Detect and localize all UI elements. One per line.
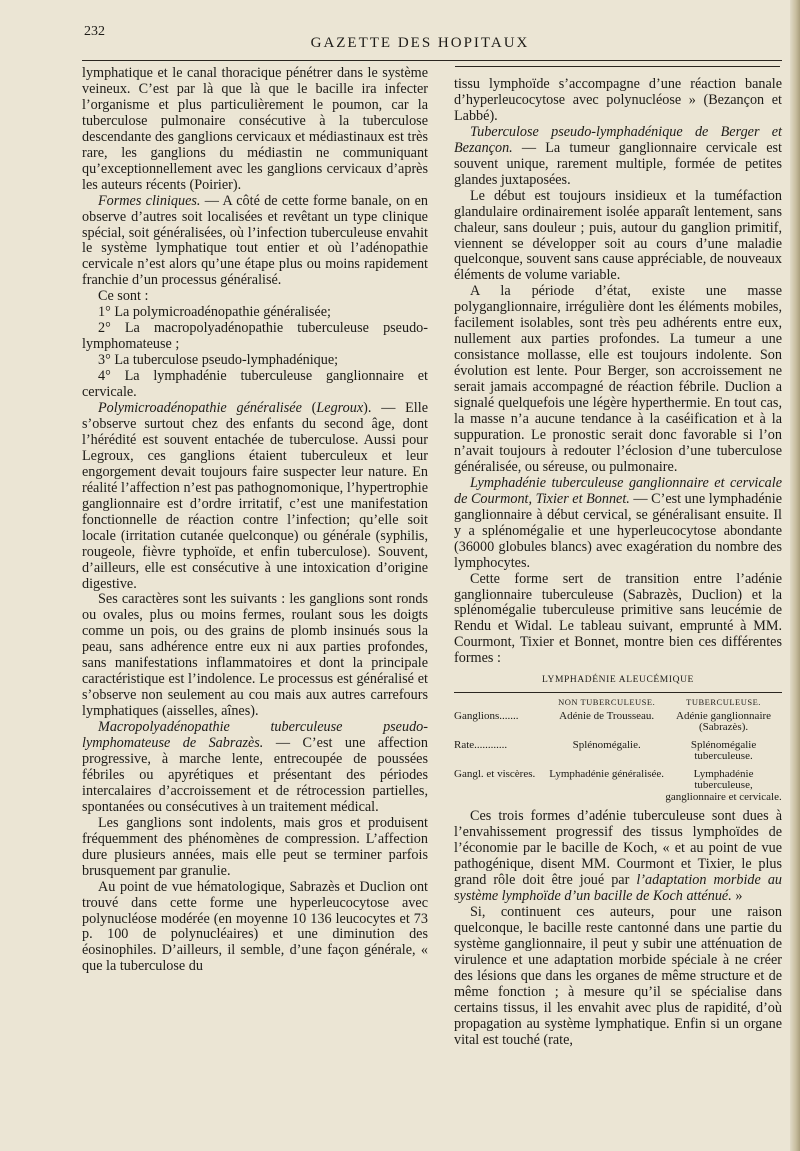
table-row-label: Rate............ [454,738,508,751]
table-col-header: TUBERCULEUSE. [686,697,761,708]
paragraph: Le début est toujours insidieux et la tuméfaction glandulaire ordinairement isolée apparaît lentement, sans chaleur, sans douleur ; puis, autour du ganglion primitif, viennent se développer soit au cours d’une maladie quelconque, souvent sans cause appréciable, de nouveaux éléments de volume variable. [454,187,782,284]
paragraph: lymphatique et le canal thoracique pénétrer dans le système veineux. C’est par là que là que le bacille ira infecter l’organisme et plus particulièrement le poumon, car la tuberculose pulmonaire consécutive à la tuberculose descendante des ganglions cervicaux et médiastinaux est très rare, les ganglions du médiastin ne communiquant qu’exceptionnellement avec les ganglions cervicaux d’après les auteurs récents (Poirier). [82,65,428,193]
table-row-label: Ganglions....... [454,709,519,722]
quote-italic: l’adaptation morbide au système lymphoïde d’un bacille de Koch atténué. [454,872,783,904]
table-cell: Lymphadénie tuberculeuse, ganglionnaire et cervicale. [665,767,782,803]
paragraph: Ses caractères sont les suivants : les ganglions sont ronds ou ovales, plus ou moins fermes, roulant sous les doigts comme un pois, ou des grains de plomb insinués sous la peau, sans adhérence entre eux ni aux parties profondes, sans manifestations inflammatoires et dont la principale caractéristique est l’indolence. Le processus est généralisé et s’observe non seulement au cou mais aux autres carrefours lymphatiques (aisselles, aînes). [82,591,428,720]
table-cell: Splénomégalie. [572,738,641,751]
paragraph: tissu lymphoïde s’accompagne d’une réaction banale d’hyperleucocytose avec polynucléose » (Bezançon et Labbé). [454,76,782,124]
running-title: GAZETTE DES HOPITAUX [310,35,530,51]
paragraph-lymphadenie [454,476,782,572]
table-cell: Lymphadénie généralisée. [549,767,665,780]
section-title: Macropolyadénopathie tuberculeuse pseudo-lymphomateuse de Sabrazès. [82,719,428,752]
right-column [454,77,782,1049]
table-rule [454,692,782,693]
section-title: Polymicroadénopathie généralisée [98,400,302,417]
table-cell: Adénie de Trousseau. [559,709,655,722]
paragraph-text: Ces trois formes d’adénie tuberculeuse sont dues à l’envahissement progressif des tissus lymphoïdes de l’économie par le bacille de Koch, « et au point de vue pathogénique, disent MM. Courmont et Tixier, le plus grand rôle doit être joué par [454,808,782,889]
paragraph-polymicro: Polymicroadénopathie généralisée (Legroux). — Elle s’observe surtout chez des enfants du second âge, dont l’hérédité est souvent entachée de tuberculose. Aussi pour Legroux, ces ganglions étaient tuberculeux et leur engorgement devait toujours faire suspecter leur nature. En réalité l’affection n’est pas pathognomonique, l’hypertrophie ganglionnaire est d’ordre irritatif, c’est une manifestation fonctionnelle de réaction contre l’infection; qu’elle soit locale (irritation cutanée quelconque) ou générale (syphilis, rougeole, fièvre typhoïde, et enfin tuberculose). Souvent, d’ailleurs, elle est consécutive à une intoxication d’origine digestive. [82,400,428,592]
paragraph-macropoly [82,720,428,816]
header-rule [82,60,782,61]
page-edge [790,0,800,1151]
author-name: Legroux [316,400,364,417]
paragraph-text: — La tumeur ganglionnaire cervicale est souvent unique, rarement multiple, formée de petites glandes juxtaposées. [454,139,782,188]
paragraph: Cette forme sert de transition entre l’adénie ganglionnaire tuberculeuse (Sabrazès, Duclion) et la splénomégalie tuberculeuse primitive sans leucémie de Rendu et Widal. Le tableau suivant, emprunté à MM. Courmont, Tixier et Bonnet, montre bien ces différentes formes : [454,570,782,667]
header-rule-double [455,66,780,67]
list-item: 1° La polymicroadénopathie généralisée; [98,304,331,321]
table-row [454,711,782,740]
table-corner [454,697,548,711]
page-number: 232 [84,24,105,39]
paragraph-text: — C’est une affection progressive, à marche lente, entrecoupée de poussées fébriles ou apyrétiques et présentant des périodes intercalaires d’accroissement et de rétrocession partielles, spontanées ou consécutives à un traitement médical. [82,735,428,815]
table-cell: Adénie ganglionnaire (Sabrazès). [676,709,772,734]
table-title: LYMPHADÉNIE ALEUCÉMIQUE [542,675,694,686]
table-row [454,740,782,769]
paragraph: Au point de vue hématologique, Sabrazès et Duclion ont trouvé dans cette forme une hyperleucocytose avec polynucléose modérée (en moyenne 10 136 leucocytes et 73 p. 100 de polynucléaires) et une diminution des éosinophiles. D’ailleurs, il semble, d’une façon générale, « que la tuberculose du [82,878,428,975]
paragraph: A la période d’état, existe une masse polyganglionnaire, irrégulière dont les éléments mobiles, facilement isolables, sont très peu adhérents entre eux, nullement aux parties profondes. La tumeur a une consistance mollasse, elle est toujours indolente. Son évolution est lente. Pour Berger, son accroissement ne serait jamais accompagné de réaction fébrile. Duclion a signalé quelquefois une légère hyperthermie. En tout cas, la masse n’a aucune tendance à la caséification et à la suppuration. Le pronostic serait donc favorable si l’on n’avait toujours à redouter l’éclosion d’une tuberculose généralisée, ou séreuse, ou pulmonaire. [454,283,782,475]
paragraph: Les ganglions sont indolents, mais gros et produisent fréquemment des phénomènes de compression. L’affection dure plusieurs années, mais elle peut se terminer parfois brusquement par granulie. [82,814,428,879]
paragraph: Si, continuent ces auteurs, pour une raison quelconque, le bacille reste cantonné dans une partie du système ganglionnaire, il peut y subir une atténuation de virulence et une adaptation morbide spéciale à ne créer des lésions que dans les organes de même structure et de même fonction ; à mesure qu’il se spécialise dans certains tissus, il les envahit avec plus de rapidité, d’où propagation au système lymphatique. Enfin si un organe vital est touché (rate, [454,903,782,1048]
table-cell: Splénomégalie tuberculeuse. [690,738,757,763]
paragraph: Ce sont : [98,288,149,305]
paragraph-text: — Elle s’observe surtout chez des enfants du second âge, dont l’hérédité est souvent entachée de tuberculose. Aussi pour Legroux, ces ganglions étaient tuberculeux et leur engorgement devait toujours faire suspecter leur nature. En réalité l’affection n’est pas pathognomonique, l’hypertrophie ganglionnaire est d’ordre irritatif, c’est une manifestation fonctionnelle de réaction contre l’infection; qu’elle soit locale (irritation cutanée quelconque) ou générale (syphilis, rougeole, fièvre typhoïde, et enfin tuberculose). Souvent, d’ailleurs, elle est consécutive à une intoxication d’origine digestive. [82,400,428,592]
left-column [82,66,428,975]
table-row [454,769,782,810]
section-title: Tuberculose pseudo-lymphadénique de Berger et Bezançon. [454,123,782,156]
section-title: Formes cliniques. [98,192,201,209]
table-col-header: NON TUBERCULEUSE. [558,697,656,708]
paragraph-text: » [731,887,743,904]
section-title: Lymphadénie tuberculeuse ganglionnaire et cervicale de Courmont, Tixier et Bonnet. [454,474,782,507]
paragraph-text: — A côté de cette forme banale, on en observe d’autres soit localisées et revêtant un type clinique spécial, soit généralisées, où l’infection tuberculeuse envahit le système lymphatique tout entier et où l’adénopathie cervicale n’est alors qu’une étape plus ou moins rapidement franchie d’un processus généralisé. [82,192,428,289]
paragraph-pseudo-lymph [454,125,782,189]
lymphadenie-table [454,697,782,809]
list-item: 4° La lymphadénie tuberculeuse ganglionnaire et cervicale. [82,368,428,401]
paragraph-formes-cliniques [82,194,428,290]
paragraph-text: — C’est une lymphadénie ganglionnaire à début cervical, se généralisant ensuite. Il y a splénomégalie et une hyperleucocytose abondante (36000 globules blancs) avec exagération du nombre des lymphocytes. [454,490,782,571]
table-row-label: Gangl. et viscères. [454,767,536,780]
paragraph-pathogenie [454,809,782,905]
list-item: 2° La macropolyadénopathie tuberculeuse pseudo-lymphomateuse ; [82,320,428,353]
table-header-row [454,697,782,711]
list-item: 3° La tuberculose pseudo-lymphadénique; [98,352,339,369]
